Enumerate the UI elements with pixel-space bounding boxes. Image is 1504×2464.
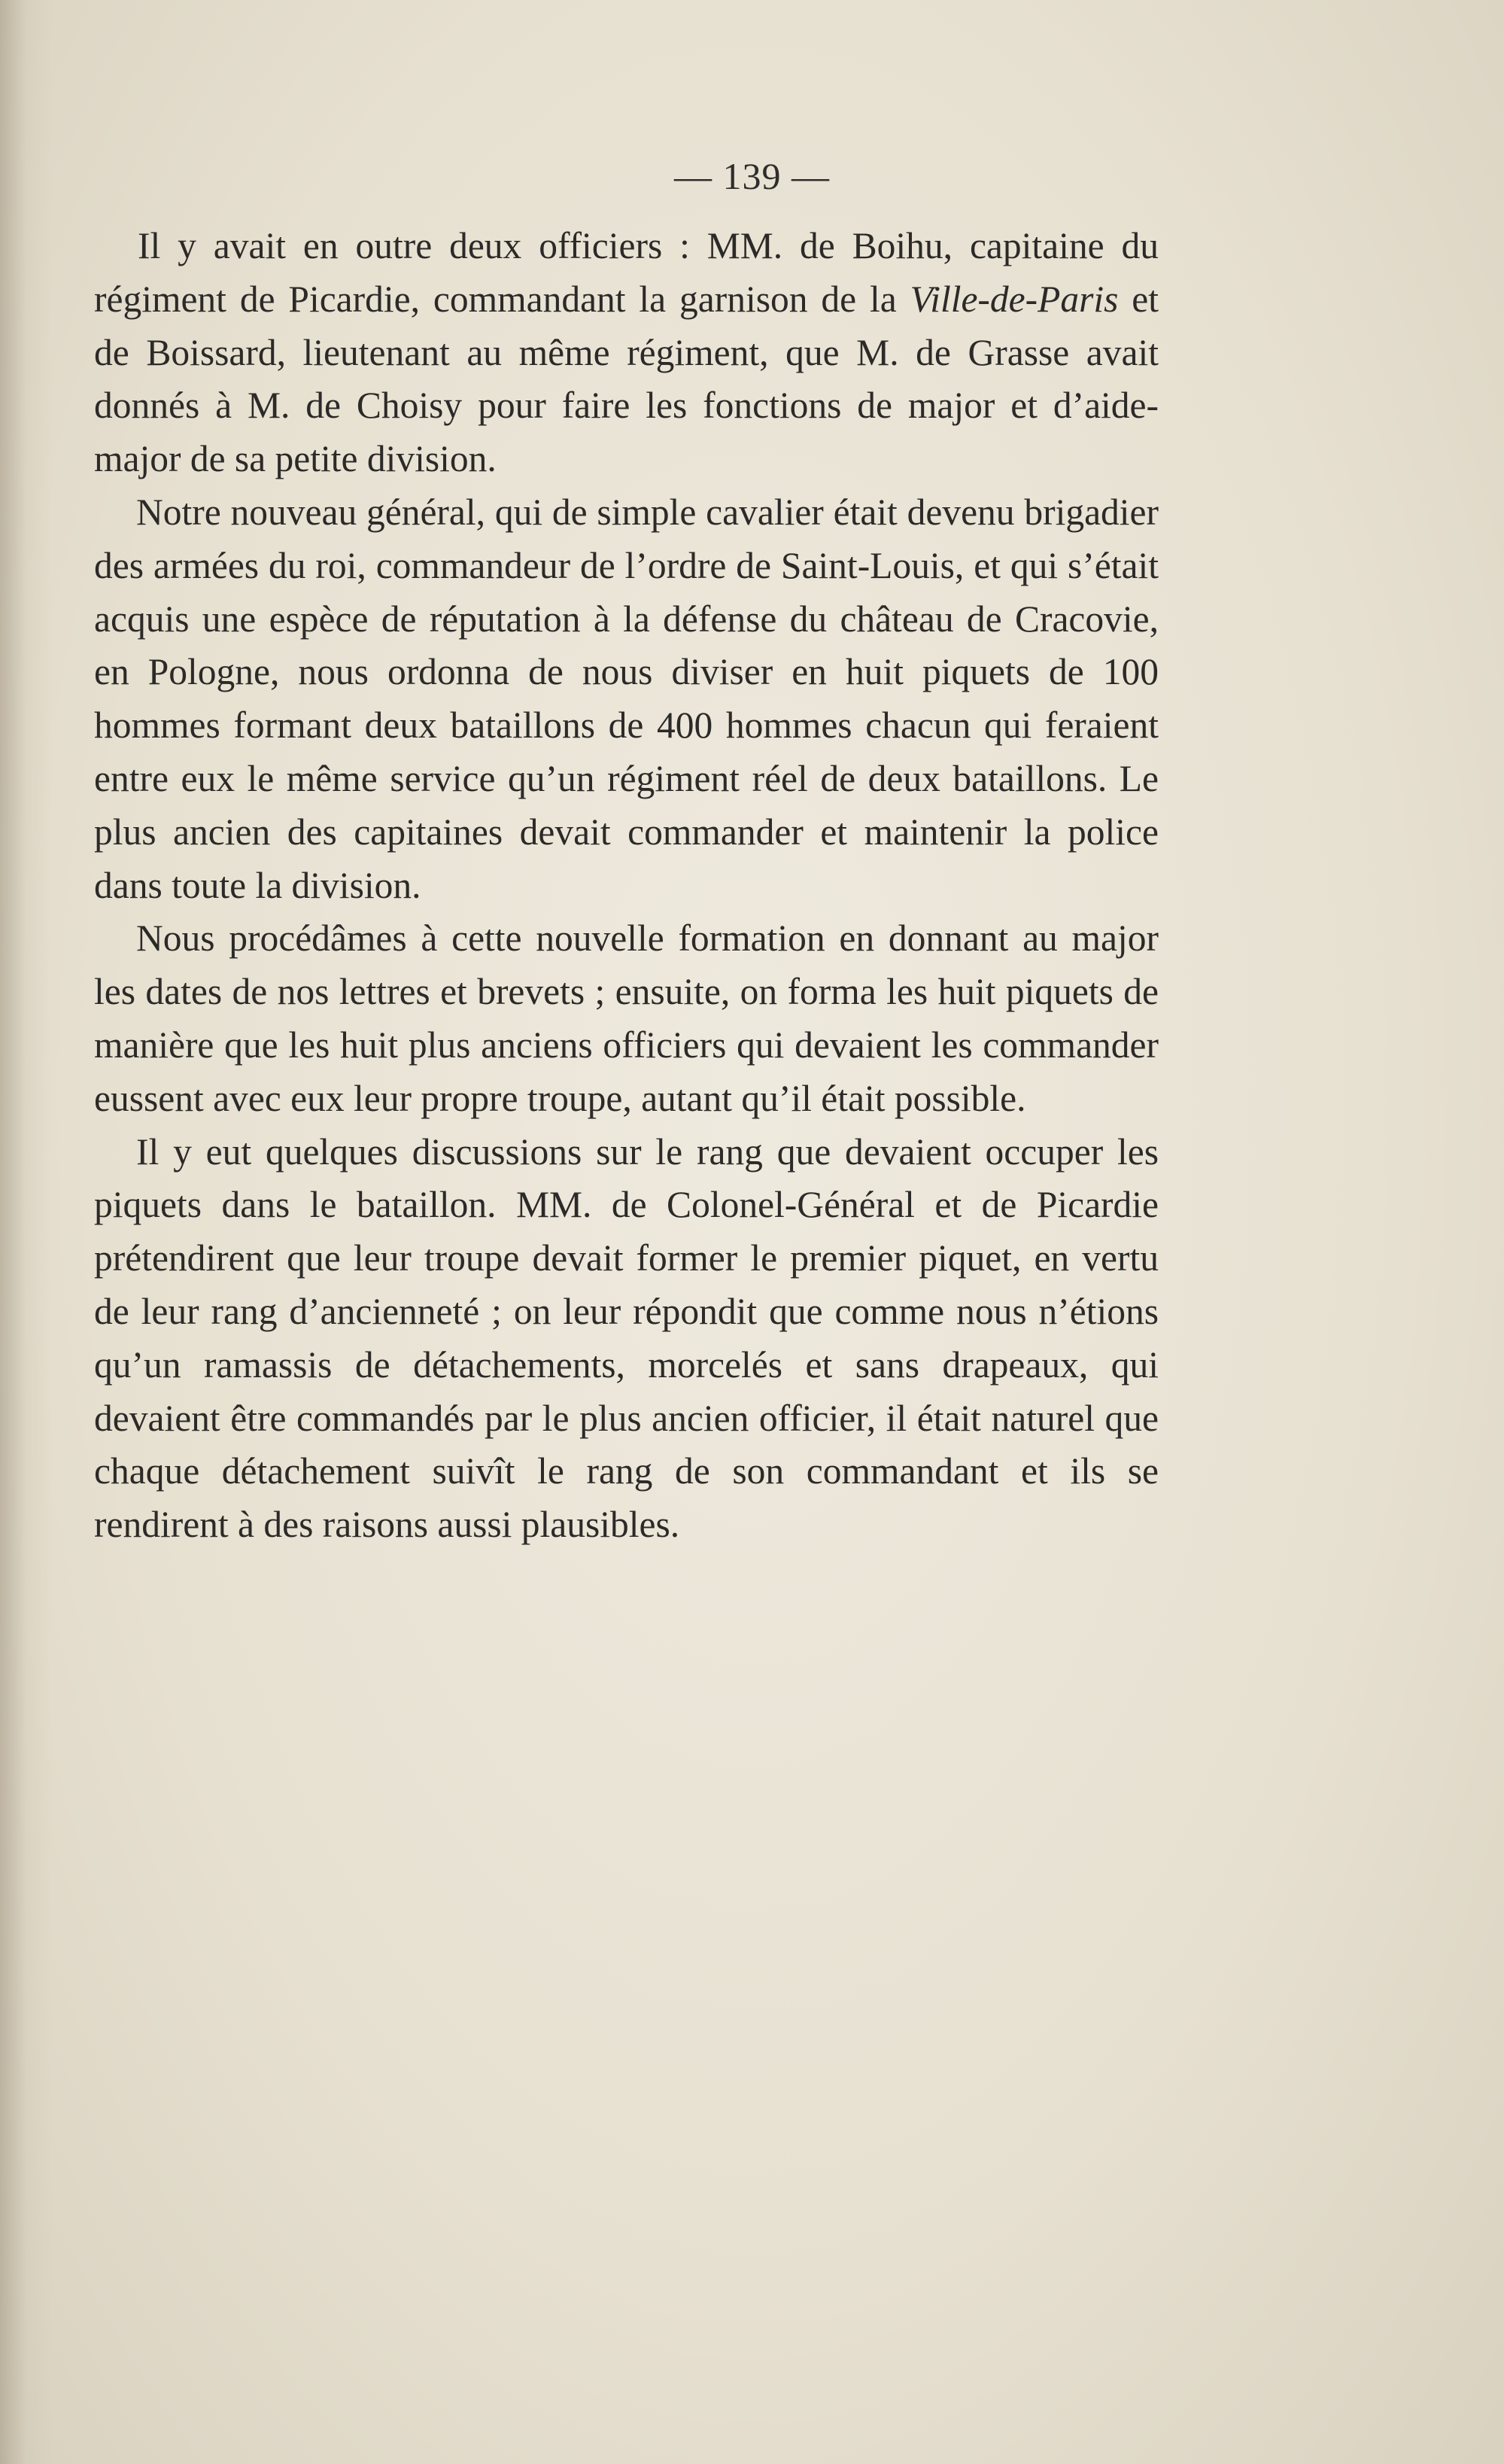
paragraph-3: Nous procédâmes à cette nouvelle formation en donnant au major les dates de nos lettres et brevets ; ensuite, on forma les huit piquets de manière que les huit plus anciens officiers qui devaient les commander eussent avec eux leur propre troupe, autant qu’il était possible.: [94, 917, 1159, 1119]
paragraph-4: Il y eut quelques discussions sur le rang que devaient occuper les piquets dans le bataillon. MM. de Colonel-Général et de Picardie prétendirent que leur troupe devait former le premier piquet, en vertu de leur rang d’ancienneté ; on leur répondit que comme nous n’étions qu’un ramassis de détachements, morcelés et sans drapeaux, qui devaient être commandés par le plus ancien officier, il était naturel que chaque détachement suivît le rang de son commandant et ils se rendirent à des raisons aussi plausibles.: [94, 1130, 1159, 1546]
page-number-header: — 139 —: [674, 155, 830, 197]
paragraph-2: Notre nouveau général, qui de simple cavalier était devenu brigadier des armées du roi, commandeur de l’ordre de Saint-Louis, et qui s’était acquis une espèce de réputation à la défense du château de Cracovie, en Pologne, nous ordonna de nous diviser en huit piquets de 100 hommes formant deux bataillons de 400 hommes chacun qui feraient entre eux le même service qu’un régiment réel de deux bataillons. Le plus ancien des capitaines devait commander et maintenir la police dans toute la division.: [94, 491, 1159, 906]
body-text: [94, 220, 1159, 1552]
paragraph-1-end: et de Boissard, lieutenant au même régiment, que M. de Grasse avait donnés à M. de Choisy pour faire les fonctions de major et d’aide-major de sa petite division.: [94, 278, 1159, 480]
paragraph-1: [94, 220, 1159, 486]
spine-shadow: [0, 0, 53, 2464]
paragraph-1-start: Il y avait en outre deux officiers : MM. de Boihu, capitaine du régiment de Picardie, commandant la garnison de la: [94, 225, 1159, 320]
ship-name-italic: Ville-de-Paris: [910, 278, 1119, 320]
